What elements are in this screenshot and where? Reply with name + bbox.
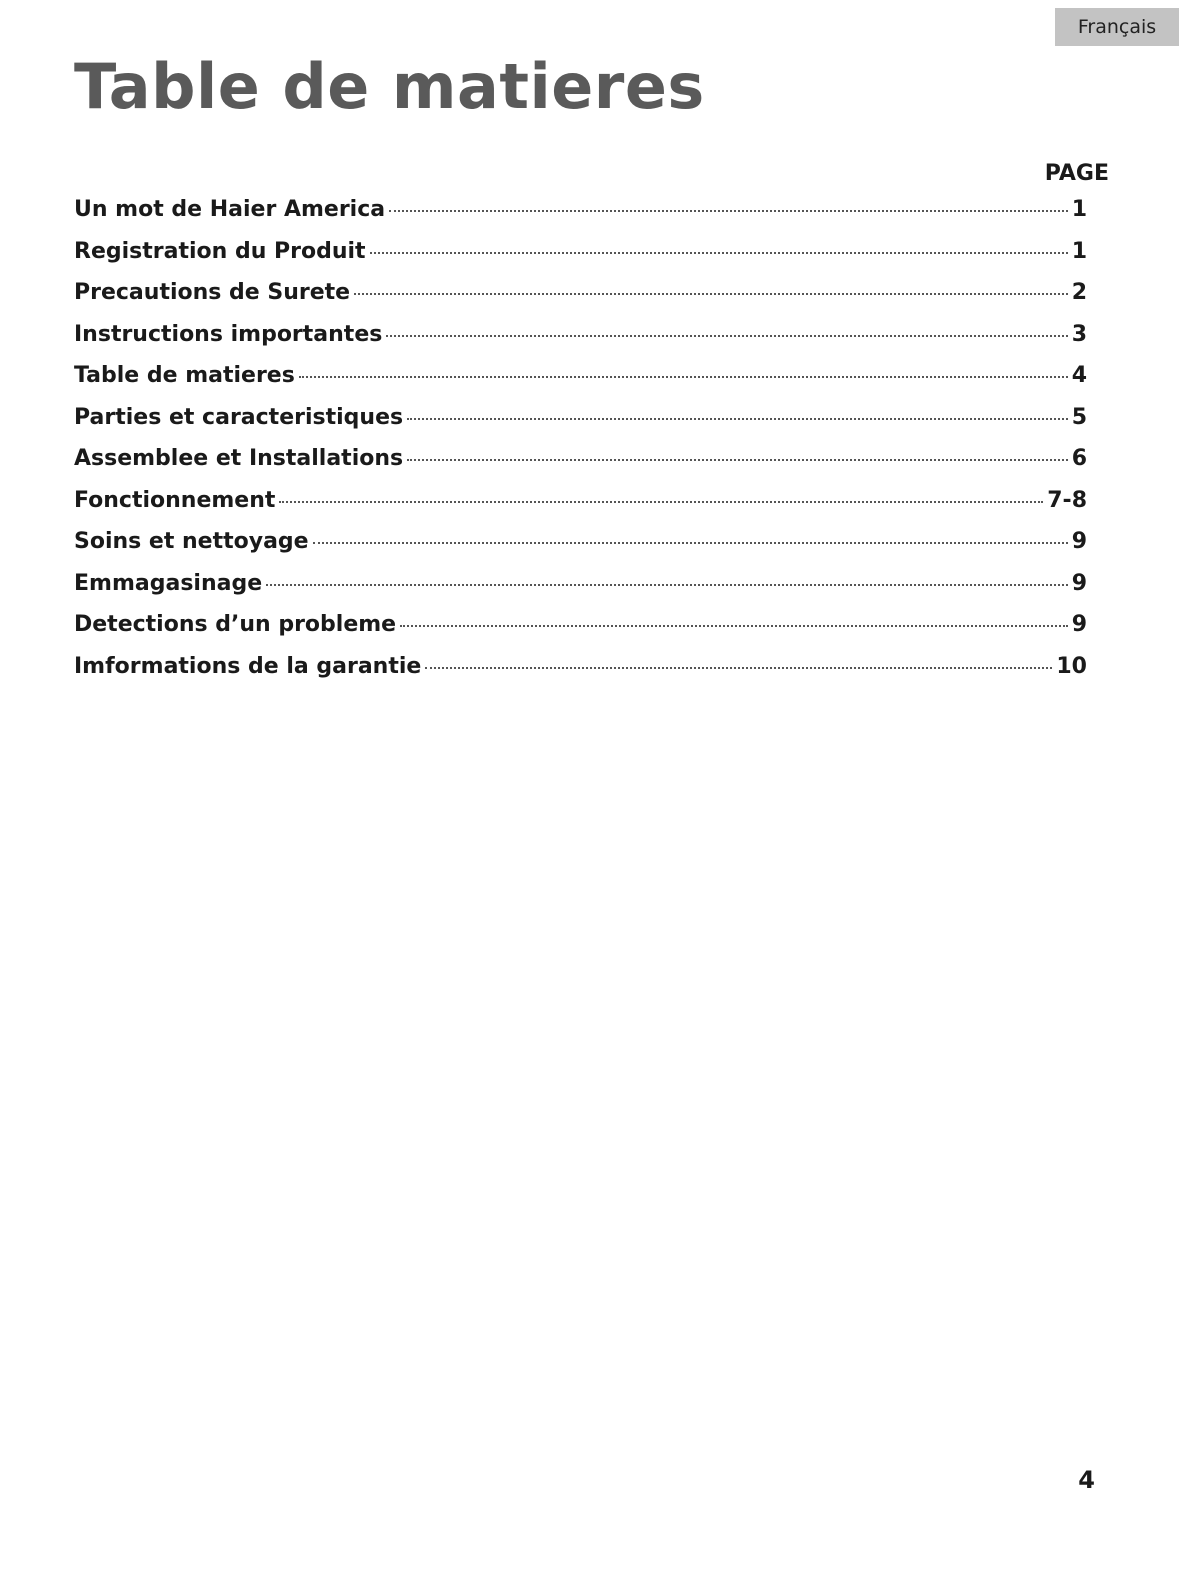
language-tab: Français bbox=[1055, 8, 1179, 46]
toc-entry-page: 9 bbox=[1071, 570, 1087, 596]
dot-leader bbox=[386, 335, 1067, 337]
toc-entry[interactable] bbox=[74, 446, 1087, 488]
toc-entry-page: 9 bbox=[1071, 612, 1087, 637]
toc-entry-label: Registration du Produit bbox=[74, 238, 366, 264]
page-column-label: PAGE bbox=[1044, 161, 1109, 186]
toc-entry-label: Fonctionnement bbox=[74, 487, 276, 513]
toc-entry[interactable] bbox=[74, 571, 1087, 613]
toc-entry-page: 5 bbox=[1071, 404, 1087, 430]
toc-entry-page: 1 bbox=[1071, 238, 1087, 264]
toc-entry[interactable] bbox=[74, 363, 1087, 405]
toc-entry-label: Instructions importantes bbox=[74, 321, 383, 347]
toc-entry-label: Parties et caracteristiques bbox=[74, 404, 404, 430]
dot-leader bbox=[407, 418, 1068, 420]
toc-entry-page: 6 bbox=[1071, 446, 1087, 471]
page-number: 4 bbox=[1078, 1466, 1095, 1494]
toc-entry[interactable] bbox=[74, 529, 1087, 571]
toc-entry-label: Un mot de Haier America bbox=[74, 197, 386, 222]
toc-entry-label: Assemblee et Installations bbox=[74, 446, 404, 471]
toc-entry-page: 2 bbox=[1071, 280, 1087, 305]
toc-entry[interactable] bbox=[74, 612, 1087, 654]
toc-entry-page: 10 bbox=[1056, 653, 1087, 679]
dot-leader bbox=[299, 376, 1068, 378]
toc-entry-label: Imformations de la garantie bbox=[74, 653, 422, 679]
dot-leader bbox=[354, 293, 1068, 295]
toc-entry[interactable] bbox=[74, 654, 1087, 696]
page-title: Table de matieres bbox=[74, 50, 705, 123]
toc-entry-page: 1 bbox=[1071, 197, 1087, 222]
toc-entry[interactable] bbox=[74, 197, 1087, 239]
dot-leader bbox=[389, 210, 1068, 212]
toc-entry-page: 9 bbox=[1071, 529, 1087, 554]
toc-entry-label: Detections d’un probleme bbox=[74, 612, 397, 637]
toc-entry-page: 3 bbox=[1071, 321, 1087, 347]
toc-entry[interactable] bbox=[74, 322, 1087, 364]
dot-leader bbox=[425, 667, 1052, 669]
dot-leader bbox=[400, 625, 1068, 627]
toc-entry[interactable] bbox=[74, 280, 1087, 322]
toc-entry-label: Soins et nettoyage bbox=[74, 529, 309, 554]
dot-leader bbox=[407, 459, 1068, 461]
dot-leader bbox=[313, 542, 1068, 544]
dot-leader bbox=[370, 252, 1068, 254]
dot-leader bbox=[279, 501, 1043, 503]
dot-leader bbox=[266, 584, 1068, 586]
toc-entry-label: Precautions de Surete bbox=[74, 280, 351, 305]
toc-entry-label: Table de matieres bbox=[74, 363, 295, 388]
toc-entry[interactable] bbox=[74, 239, 1087, 281]
toc-entry[interactable] bbox=[74, 405, 1087, 447]
toc-entry-label: Emmagasinage bbox=[74, 570, 263, 596]
toc-entry[interactable] bbox=[74, 488, 1087, 530]
toc-entry-page: 7-8 bbox=[1047, 487, 1087, 513]
toc-entry-page: 4 bbox=[1071, 363, 1087, 388]
table-of-contents bbox=[74, 197, 1087, 695]
